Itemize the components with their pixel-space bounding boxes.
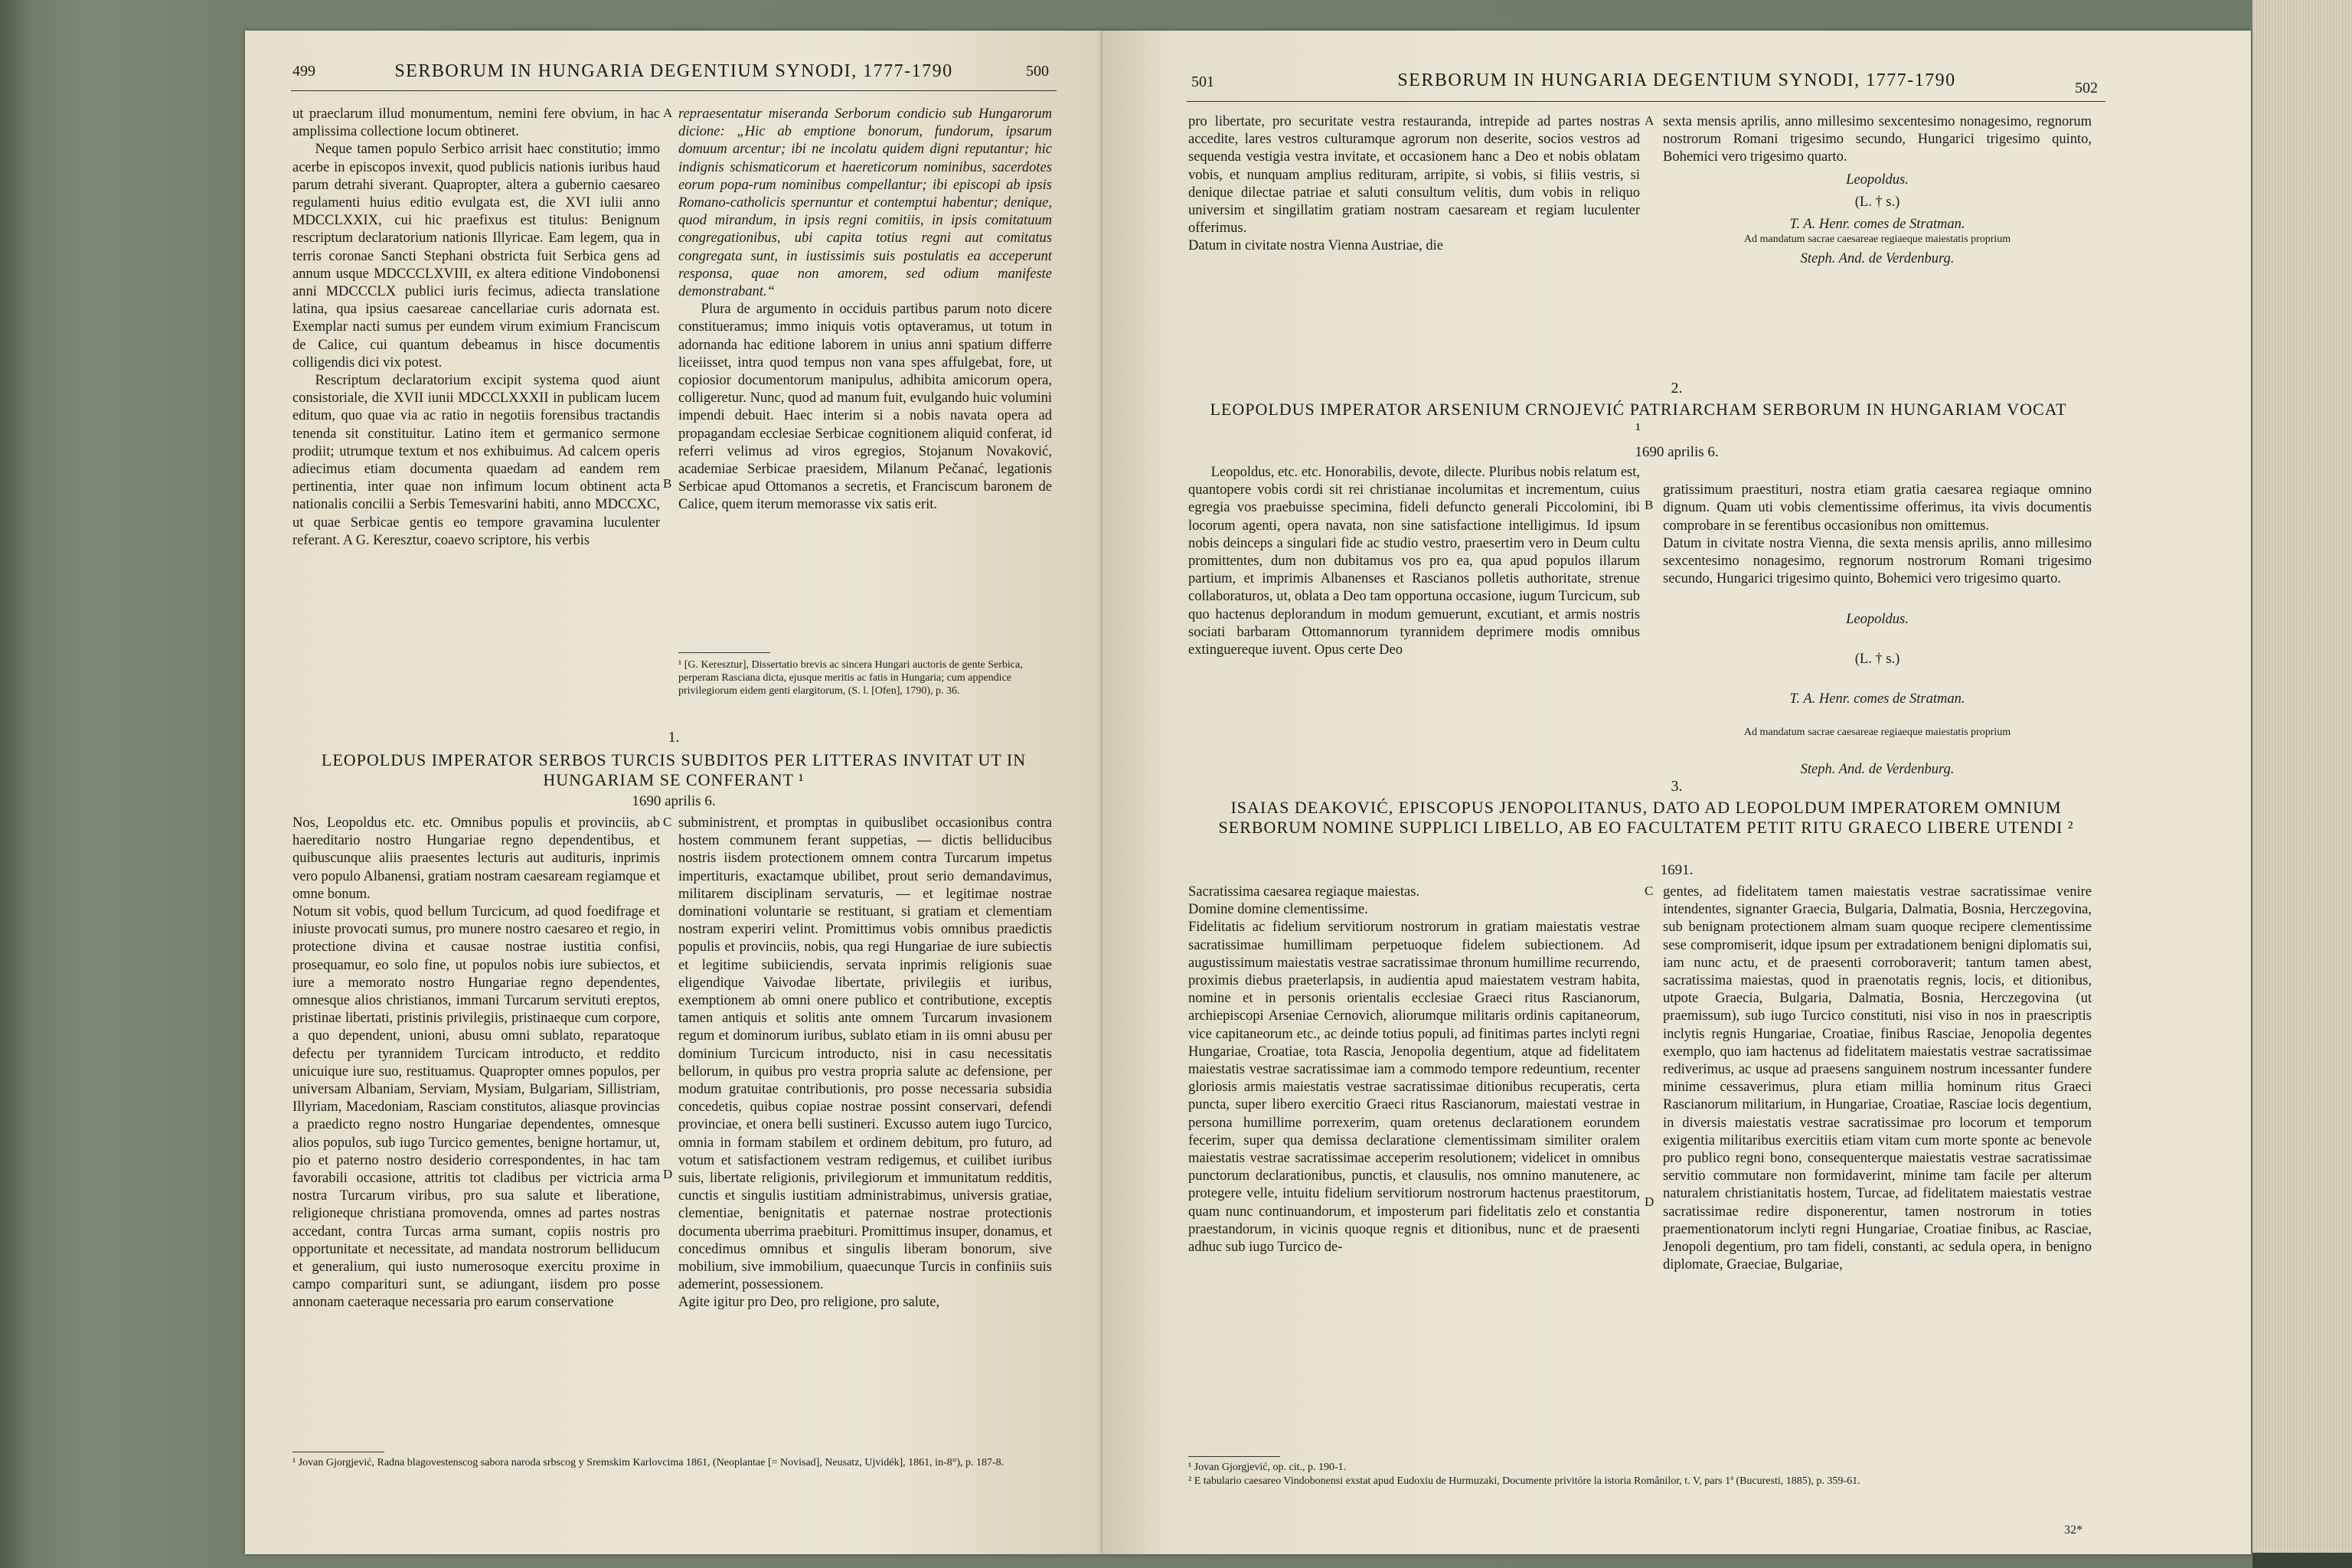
document-number: 1. bbox=[668, 729, 680, 746]
continuation-column-1: pro libertate, pro securitate vestra restauranda, intrepide ad partes nostras accedite, lares vestros culturamque agrorum non deserite, socios vestros ad sequenda vestigia vestra invitate, et occasionem hanc a Deo et nobis oblatam vobis, et nunquam amplius redituram, arripite, si vobis, si filiis vestris, si denique dilectae patriae et saluti consultum velitis, dum vobis in reliquo universim et singillatim gratiam nostram caesaream et regiam luculenter offerimus. Datum in civitate nostra Vienna Austriae, die bbox=[1188, 114, 1640, 254]
document-number: 2. bbox=[1671, 380, 1683, 397]
signature-verdenburg: Steph. And. de Verdenburg. bbox=[1800, 762, 1955, 778]
margin-mark-b: B bbox=[663, 476, 672, 491]
paragraph: Leopoldus, etc. etc. Honorabilis, devote, dilecte. Pluribus nobis relatum est, quantopere vobis cordi sit rei christianae incolumitas et incrementum, cuius egregia vos praebuisse specimina, fideli defuncto generali Piccolomini, ibi locorum agenti, opera navata, non sine satisfactione intelligimus. Id ipsum nobis deinceps a singulari fide ac studio vestro, praesertim vero in Deum cultu promittentes, dum non dubitamus vos pro ea, qua apud populos illarum partium, et imprimis Albanenses et Rascianos polletis authoritate, strenue collaboraturos, ut, oblata a Deo tam opportuna occasione, iugum Turcicum, sub quo hactenus deplorandum in modum gemuerunt, excutiant, et armis nostris sociati barbaram Ottomannorum tyrannidem deprimere modis omnibus extinguereque iuvent. Opus certe Deo bbox=[1188, 465, 1640, 658]
running-head-right: SERBORUM IN HUNGARIA DEGENTIUM SYNODI, 1777-1790 bbox=[1397, 70, 1956, 90]
paragraph: Neque tamen populo Serbico arrisit haec constitutio; immo acerbe in episcopos invexit, quod publicis nationis iuribus haud parum detrahi siverant. Quapropter, altera a gubernio caesareo regulamenti huius editio evulgata est, die XVI iulii anno MDCCLXXIX, cui hic praefixus est titulus: Benignum rescriptum declaratorium nationis Illyricae. Eam legem, qua in terris coronae Sancti Stephani obstricta fuit Serbica gens ad annum usque MDCCCLXVIII, ex altera editione Vindobonensi anni MDCCCLX publici iuris fecimus, adiecta translatione latina, qua ipsius caesareae cancellariae curis adornata est. Exemplar nacti sumus per eundem virum eximium Franciscum de Calice, cui quantum debeamus in hisce documentis colligendis dici vix potest. bbox=[292, 142, 660, 371]
signature-stratman: T. A. Henr. comes de Stratman. bbox=[1789, 217, 1965, 233]
document-title: ISAIAS DEAKOVIĆ, EPISCOPUS JENOPOLITANUS, DATO AD LEOPOLDUM IMPERATOREM OMNIUM SERBORUM NOMINE SUPPLICI LIBELLO, AB EO FACULTATEM PETIT RITU GRAECO LIBERE UTENDI ² bbox=[1218, 798, 2074, 837]
continuation-column-2 bbox=[1663, 113, 2092, 268]
margin-mark-b: B bbox=[1645, 498, 1654, 512]
signature-mark: 32* bbox=[2064, 1524, 2082, 1537]
signature-stratman: T. A. Henr. comes de Stratman. bbox=[1789, 691, 1965, 707]
document-title: LEOPOLDUS IMPERATOR SERBOS TURCIS SUBDITOS PER LITTERAS INVITAT UT IN HUNGARIAM SE CONFERANT ¹ bbox=[321, 750, 1027, 789]
page-number-right: 500 bbox=[1026, 63, 1049, 80]
footnote-rule bbox=[1188, 1456, 1280, 1457]
document-column-1 bbox=[1188, 464, 1640, 659]
left-page bbox=[245, 31, 1102, 1554]
running-head-left: SERBORUM IN HUNGARIA DEGENTIUM SYNODI, 1777-1790 bbox=[394, 61, 953, 81]
document-column-2: gentes, ad fidelitatem tamen maiestatis vestrae sacratissimae venire intendentes, signanter Graecia, Bulgaria, Dalmatia, Bosnia, Herczegovina, sub benignam protectionem almam suam quoque recipere clementissime sese compromiserit, idque ipsum per extradationem benigni diplomatis sui, iam nunc actu, et de praesenti corroboraverit; tantum tamen abest, sacratissima maiestas, quod in praenotatis regnis, locis, et ditionibus, utpote Graecia, Bulgaria, Dalmatia, Bosnia, Herczegovina (ut praemissum), sub iugo Turcico constituti, nisi viso in nos in praescriptis inclytis regnis Hungariae, Croatiae, finibus Rasciae, Jenopolia degentes exemplo, quo iam hactenus ad fidelitatem maiestatis vestrae sacratissimae rediverimus, ac usque ad praesens sanguinem nostrum incessanter fundere minime cessaverimus, plura etiam millia hominum ritus Graeci Rascianorum militarium, in Hungariae, Croatiae, Rasciae locis degentium, in diversis maiestatis vestrae sacratissimae pro locorum et temporum exigentia militaribus exercitiis etiam vitam cum morte sponte ac benevole pro publico regni bono, consequenterque maiestatis vestrae sacratissimae servitio commutare non formidaverint, minime tam facile per alterum naturalem christianitatis hostem, Turcae, ad fidelitatem maiestatis vestrae sacratissimae redire disponerentur, tamen nostrorum in toties praementionatorum inclyti regni Hungariae, Croatiae finibus, ac Rasciae, Jenopoli degentium, pro tam fideli, constanti, ac sedula opera, in benigno diplomate, Graeciae, Bulgariae, bbox=[1663, 884, 2092, 1273]
signature-verdenburg: Steph. And. de Verdenburg. bbox=[1800, 251, 1955, 267]
document-title: LEOPOLDUS IMPERATOR ARSENIUM CRNOJEVIĆ PATRIARCHAM SERBORUM IN HUNGARIAM VOCAT ¹ bbox=[1210, 400, 2067, 439]
paragraph: gratissimum praestituri, nostra etiam gratia caesarea regiaque omnino dignum. Quam uti vobis clementissime offerimus, ita vivis documentis comprobare in se ferentibus occasionibus non omittemus. Datum in civitate nostra Vienna, die sexta mensis aprilis, anno millesimo sexcentesimo nonagesimo, regnorum nostrorum Romani trigesimo secundo, Hungarici trigesimo quinto, Bohemici vero trigesimo quarto. bbox=[1663, 482, 2092, 587]
margin-mark-d: D bbox=[663, 1167, 673, 1181]
footnote-rule bbox=[678, 652, 770, 653]
paragraph: ut praeclarum illud monumentum, nemini fere obvium, in hac amplissima collectione locum obtineret. bbox=[292, 106, 660, 140]
margin-mark-d: D bbox=[1645, 1194, 1655, 1209]
locus-sigilli: (L. † s.) bbox=[1854, 652, 1900, 668]
document-column-2: subministrent, et promptas in quibuslibet occasionibus contra hostem communem ferant suppetias, — dictis belliducibus nostris iisdem protectionem omnem contra Turcarum impetus impertituris, exactamque ubilibet, prout serio demandavimus, militarem disciplinam servaturis, — et legitimae nostrae dominationi voluntarie se restituant, si gratiam et clementiam nostram experiri velint. Promittimus vobis omnibus praedictis populis et provinciis, nobis, qua regi Hungariae de iure subiectis et legitime subiiciendis, servata inprimis religionis suae eligendique Vaivodae libertate, privilegiis et iuribus, exemptionem ab omni onere publico et contributione, exceptis tamen antiquis et solitis ante omnem Turcarum invasionem regum et dominorum iuribus, sublato etiam in iis omni abusu per dominium Turcicum introducto, nisi in casu necessitatis bellorum, in quibus pro vestra propria salute ac defensione, per modum gratuitae contributionis, pro posse necessaria subsidia concedetis, quibus copiae nostrae possint conservari, defendi provinciae, et onera belli sustineri. Excusso autem iugo Turcico, omnia in formam stabilem et ordinem debitum, pro futuro, ad votum et satisfactionem vestram redigemus, et cuilibet iuribus suis, libertate religionis, privilegiorum et immunitatum redditis, cunctis et singulis iustitiam administrabimus, universis gratiae, clementiae, benignitatis et paternae nostrae protectionis documenta uberrima praebituri. Promittimus insuper, donamus, et concedimus omnibus et singulis liberam bonorum, sive mobilium, sive immobilium, quaecunque Turcis in confiniis suis ademerint, possessionem. Agite igitur pro Deo, pro religione, pro salute, bbox=[678, 815, 1052, 1311]
margin-mark-c: C bbox=[663, 815, 672, 829]
page-number-right: 502 bbox=[2075, 80, 2098, 96]
head-rule bbox=[291, 90, 1057, 91]
signature-leopoldus: Leopoldus. bbox=[1846, 611, 1909, 627]
footnote: ¹ [G. Keresztur], Dissertatio brevis ac sincera Hungari auctoris de gente Serbica, perperam Rasciana dicta, ejusque meritis ac fatis in Hungaria; cum appendice privilegiorum eidem genti elargitorum, (S. l. [Ofen], 1790), p. 36. bbox=[678, 659, 1023, 697]
paragraph: repraesentatur miseranda Serborum condicio sub Hungarorum dicione: „Hic ab emptione bonorum, fundorum, ipsarum domuum arcentur; ibi ne incolatu quidem digni reputantur; hic indignis schismaticorum et haereticorum nominibus, sacerdotes eorum popa-rum nominibus compellantur; ibi episcopi ab ipsis Romano-catholicis spernuntur et contemptui habentur; denique, quod mirandum, in ipsis regni comitiis, in ipsis comitatuum congregationibus, ubi capita totius regni aut comitatus congregata sunt, in iustissimis suis postulatis ea acceperunt responsa, quae non amorem, sed odium manifeste demonstrabant.“ bbox=[678, 106, 1052, 300]
intro-column-2 bbox=[678, 106, 1052, 514]
document-date: 1690 aprilis 6. bbox=[1635, 444, 1719, 460]
footnote: ¹ Jovan Gjorgjević, op. cit., p. 190-1. bbox=[1188, 1462, 1347, 1473]
footnote: ² E tabulario caesareo Vindobonensi exstat apud Eudoxiu de Hurmuzaki, Documente privitóre la istoria Românilor, t. V, pars 1ª (Bucuresti, 1885), p. 359-61. bbox=[1188, 1475, 1860, 1487]
footnote: ¹ Jovan Gjorgjević, Radna blagovestenscog sabora naroda srbscog y Sremskim Karlovcima 1861, (Neoplantae [= Novisad], Neusatz, Ujvidék], 1861, in-8°), p. 187-8. bbox=[292, 1457, 1004, 1468]
margin-mark-a: A bbox=[663, 106, 673, 120]
document-date: 1691. bbox=[1660, 862, 1694, 878]
right-page bbox=[1102, 31, 2251, 1554]
signature-leopoldus: Leopoldus. bbox=[1846, 172, 1909, 188]
document-column-1: Nos, Leopoldus etc. etc. Omnibus populis et provinciis, ab haereditario nostro Hungariae regno dependentibus, et quibuscunque aliis praesentes lecturis aut audituris, inprimis vero populo Albanensi, gratiam nostram caesaream regiamque et omne bonum. Notum sit vobis, quod bellum Turcicum, ad quod foedifrage et iniuste provocati sumus, pro munere nostro caesareo et regio, in protectione divina et causae nostrae iustitia confisi, prosequamur, eo solo fine, ut populos nobis iure subiectos, et iure a memorato nostro Hungariae regno dependentes, omnesque alios christianos, immani Turcarum servituti ereptos, pristinae libertati, pristinis privilegiis, pristinaeque cum corpore, a quo dependent, unioni, abusu omni sublato, reparatoque defectu per tyrannidem Turcicam introducto, et reddito unicuique iure suo, restituamus. Quapropter omnes populos, per universam Albaniam, Serviam, Mysiam, Bulgariam, Sillistriam, Illyriam, Macedoniam, Rasciam constitutos, aliasque provincias a praedicto regno nostro Hungariae dependentes, omnesque alios populos, sub iugo Turcico gementes, benigne hortamur, ut, pio et paterno nostro desiderio correspondentes, in hac tam favorabili occasione, attritis tot cladibus per victricia arma nostra Turcarum viribus, pro sua salute et liberatione, religioneque christiana promovenda, omnes ad partes nostras accedant, contra Turcas arma sumant, copiis nostris pro opportunitate et necessitate, ad mandata nostrorum belliducum et generalium, qui iusto numerosoque exercitu proxime in campo comparituri sunt, se adiungant, iisdem pro posse annonam caeteraque necessaria pro earum conservatione bbox=[292, 815, 660, 1311]
intro-column-1 bbox=[292, 106, 660, 550]
document-column-2 bbox=[1663, 464, 2092, 796]
paragraph: sexta mensis aprilis, anno millesimo sexcentesimo nonagesimo, regnorum nostrorum Romani trigesimo secundo, Hungarici trigesimo quinto, Bohemici vero trigesimo quarto. bbox=[1663, 114, 2092, 165]
document-number: 3. bbox=[1671, 778, 1683, 795]
page-number-left: 499 bbox=[292, 63, 315, 80]
margin-mark-c: C bbox=[1645, 884, 1654, 898]
page-number-left: 501 bbox=[1191, 74, 1214, 90]
mandate-note: Ad mandatum sacrae caesareae regiaeque maiestatis proprium bbox=[1743, 726, 2011, 738]
paragraph: Rescriptum declaratorium excipit systema quod aiunt consistoriale, die XVII iunii MDCCLXXXII in publicam lucem editum, quo quae via ac ratio in negotiis forensibus tractandis tenenda sit constituitur. Latino item et germanico sermone prodiit; utrumque textum et nos exhibuimus. Ad calcem operis adiecimus etiam documenta quaedam ad eandem rem pertinentia, inter quae non infimum locum obtinent acta nationalis concilii a Serbis Temesvarini habiti, anno MDCCXC, ut quae Serbicae gentis eo tempore gravamina luculenter referant. A G. Keresztur, coaevo scriptore, his verbis bbox=[292, 373, 660, 548]
book-page-edges bbox=[2252, 0, 2352, 1568]
edge-shadow bbox=[2252, 1553, 2352, 1568]
document-column-1: Sacratissima caesarea regiaque maiestas. Domine domine clementissime. Fidelitatis ac fidelium servitiorum nostrorum in gratiam maiestatis vestrae sacratissimae humillimam perpetuoque fidelem subiectionem. Ad augustissimum maiestatis vestrae sacratissimae thronum humillime recurrendo, proximis diebus praeterlapsis, in audientia apud maiestatem vestram habita, nomine et in personis orientalis ecclesiae Graeci ritus Rascianorum, archiepiscopi Arseniae Cernovich, aliorumque militaris ordinis capitaneorum, vice capitaneorum etc., ac deinde totius populi, ad finitimas partes inclyti regni Hungariae, Croatiae, tota Rascia, Jenopolia degentium, atque ad fidelitatem maiestatis vestrae sacratissimae iam a commodo tempore redeuntium, recenter gloriosis armis maiestatis vestrae sacratissimae ditionibus recuperatis, certa puncta, super libero exercitio Graeci ritus Rascianorum, maiestati vestrae in persona humillime porrexerim, quam oretenus declarationem eorundem fecerim, super qua demissa declaratione clementissimam similiter oralem maiestatis vestrae sacratissimae acceperim resolutionem; videlicet in omnibus punctorum declarationibus, punctis, et clausulis, nos omnino manutenere, ac protegere velle, intuitu fidelium servitiorum nostrorum hactenus praestitorum, quam nunc continuandorum, et imposterum pari fidelitatis zelo et constantia praestandorum, in vicinis quoque regnis et ditionibus, nunc et de praesenti adhuc sub iugo Turcico de- bbox=[1188, 884, 1640, 1256]
mandate-note: Ad mandatum sacrae caesareae regiaeque maiestatis proprium bbox=[1743, 234, 2011, 246]
locus-sigilli: (L. † s.) bbox=[1854, 194, 1900, 210]
document-date: 1690 aprilis 6. bbox=[632, 793, 716, 809]
margin-mark-a: A bbox=[1645, 113, 1655, 128]
head-rule bbox=[1187, 101, 2105, 102]
paragraph: Plura de argumento in occiduis partibus parum noto dicere constitueramus; immo iniquis votis optaveramus, ut totum in adornanda hac editione laborem in unius anni spatium differre liceiisset, intra quod tempus non vana spes affulgebat, fore, ut copiosior documentorum manipulus, adhibita amicorum opera, colligeretur. Nunc, quod ad manum fuit, evulgando huic volumini impendi debuit. Haec interim si a nobis navata opera ad propagandam ecclesiae Serbicae cognitionem aliquid conferat, id referri velimus ad viros egregios, Stojanum Novaković, academiae Serbicae praesidem, Milanum Pečanać, legationis Serbicae apud Ottomanos a secretis, et Franciscum baronem de Calice, quem iterum memorasse vix satis erit. bbox=[678, 302, 1052, 513]
